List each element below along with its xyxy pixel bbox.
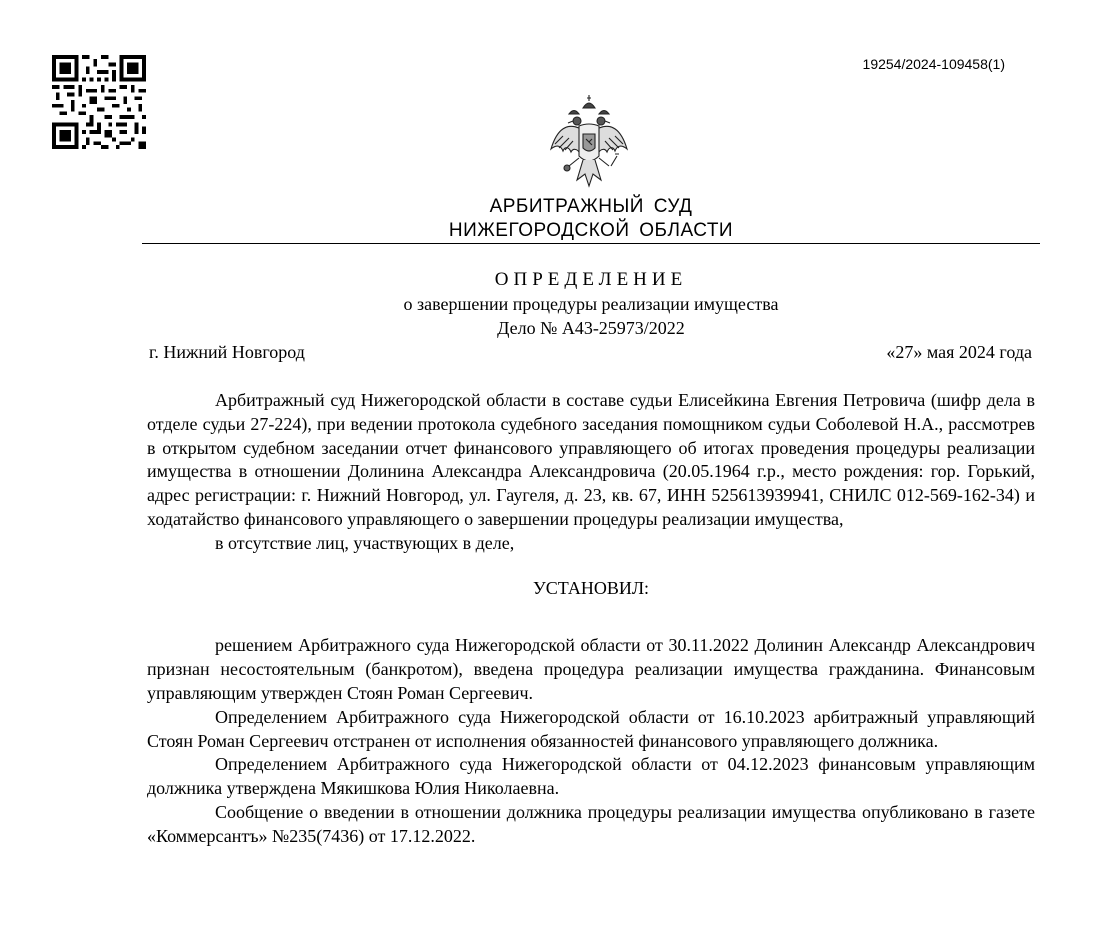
city: г. Нижний Новгород	[149, 342, 305, 362]
document-body	[147, 389, 1035, 849]
header-divider	[142, 243, 1040, 244]
court-name	[142, 195, 1040, 243]
document-title	[142, 268, 1040, 340]
document-date: «27» мая 2024 года	[886, 342, 1032, 362]
body-paragraph: Определением Арбитражного суда Нижегородской области от 04.12.2023 финансовым управляющим должника утверждена Мякишкова Юлия Николаевна.	[147, 754, 1035, 799]
intro-paragraph: Арбитражный суд Нижегородской области в составе судьи Елисейкина Евгения Петровича (шифр дела в отделе судьи 27-224), при ведении протокола судебного заседания помощником судьи Соболевой Н.А., рассмотрев в открытом судебном заседании отчет финансового управляющего об итогах проведения процедуры реализации имущества в отношении Долинина Александра Александровича (20.05.1964 г.р., место рождения: гор. Горький, адрес регистрации: г. Нижний Новгород, ул. Гаугеля, д. 23, кв. 67, ИНН 525613939941, СНИЛС 012-569-162-34) и ходатайство финансового управляющего о завершении процедуры реализации имущества,	[147, 390, 1035, 529]
court-name-line1: АРБИТРАЖНЫЙ СУД	[489, 196, 693, 217]
body-paragraph: Определением Арбитражного суда Нижегородской области от 16.10.2023 арбитражный управляющий Стоян Роман Сергеевич отстранен от исполнения обязанностей финансового управляющего должника.	[147, 706, 1035, 751]
document-subject: о завершении процедуры реализации имущества	[403, 294, 779, 314]
place-and-date	[149, 342, 1032, 363]
court-name-line2: НИЖЕГОРОДСКОЙ ОБЛАСТИ	[448, 220, 734, 241]
qr-code-icon	[52, 55, 146, 149]
case-number: Дело № А43-25973/2022	[497, 318, 685, 338]
russian-coat-of-arms-icon	[547, 94, 631, 194]
body-paragraph: Сообщение о введении в отношении должника процедуры реализации имущества опубликовано в газете «Коммерсантъ» №235(7436) от 17.12.2022.	[147, 801, 1035, 846]
absence-paragraph: в отсутствие лиц, участвующих в деле,	[215, 532, 515, 553]
body-paragraph: решением Арбитражного суда Нижегородской области от 30.11.2022 Долинин Александр Александрович признан несостоятельным (банкротом), введена процедура реализации имущества гражданина. Финансовым управляющим утвержден Стоян Роман Сергеевич.	[147, 635, 1035, 703]
document-number: 19254/2024-109458(1)	[862, 56, 1005, 72]
established-heading: УСТАНОВИЛ:	[532, 577, 650, 598]
document-type: ОПРЕДЕЛЕНИЕ	[494, 269, 688, 290]
